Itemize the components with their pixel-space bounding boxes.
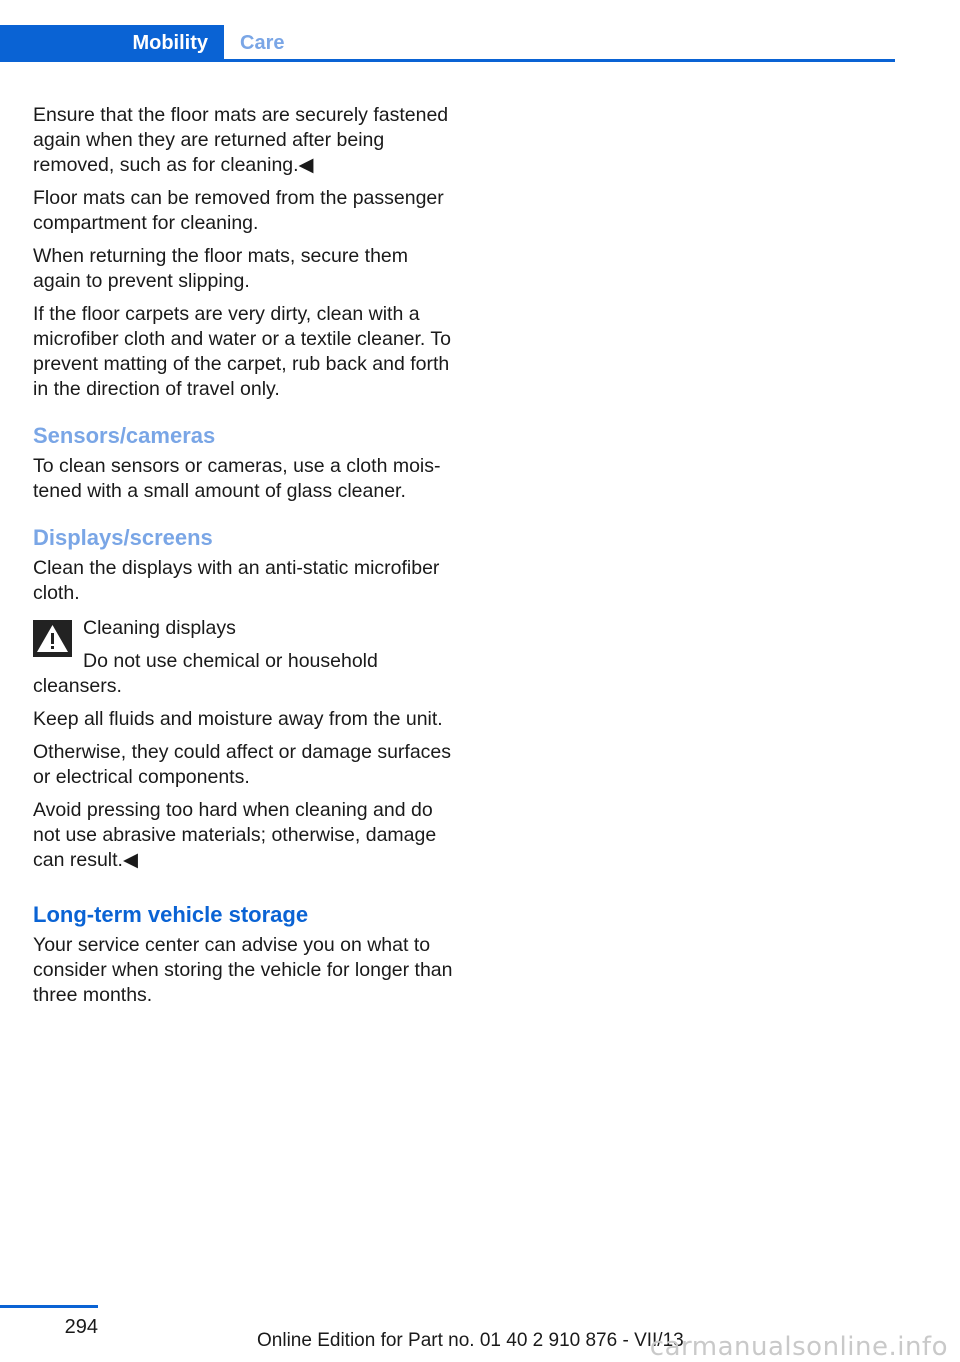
warning-paragraph-3: Otherwise, they could affect or damage surfaces or electrical components.	[33, 741, 452, 788]
heading-long-term-storage: Long-term vehicle storage	[33, 902, 309, 927]
warning-triangle-icon	[33, 620, 72, 657]
footer-rule	[0, 1305, 98, 1308]
paragraph-storage: Your service center can advise you on what to consider when storing the vehicle for longer than three months.	[33, 934, 453, 1006]
paragraph-floor-mats-return: When returning the floor mats, secure them again to prevent slipping.	[33, 245, 409, 292]
warning-paragraph-1: Do not use chemical or household cleansers.	[33, 650, 378, 697]
heading-displays-screens: Displays/screens	[33, 525, 213, 550]
paragraph-floor-mats-secure: Ensure that the floor mats are securely fastened again when they are returned after being removed, such as for cleaning.◀	[33, 104, 449, 176]
watermark: carmanualsonline.info	[649, 1332, 948, 1362]
warning-title: Cleaning displays	[83, 617, 236, 639]
warning-paragraph-4: Avoid pressing too hard when cleaning and do not use abrasive materials; otherwise, damage can result.◀	[33, 799, 437, 871]
warning-block	[33, 616, 453, 873]
paragraph-displays: Clean the displays with an anti-static microfiber cloth.	[33, 557, 440, 604]
paragraph-sensors: To clean sensors or cameras, use a cloth moistened with a small amount of glass cleaner.	[33, 455, 441, 502]
page-number: 294	[64, 1316, 98, 1338]
page-content	[33, 103, 453, 1016]
warning-paragraph-2: Keep all fluids and moisture away from the unit.	[33, 708, 443, 730]
paragraph-floor-mats-remove: Floor mats can be removed from the passenger compartment for cleaning.	[33, 187, 444, 234]
edition-text: Online Edition for Part no. 01 40 2 910 876 - VII/13	[257, 1330, 684, 1351]
tab-mobility[interactable]: Mobility	[0, 25, 224, 61]
paragraph-floor-carpets: If the floor carpets are very dirty, clean with a microfiber cloth and water or a textile cleaner. To prevent matting of the carpet, rub back and forth in the direction of travel only.	[33, 303, 452, 400]
tab-care[interactable]: Care	[240, 32, 285, 54]
heading-sensors-cameras: Sensors/cameras	[33, 423, 216, 448]
